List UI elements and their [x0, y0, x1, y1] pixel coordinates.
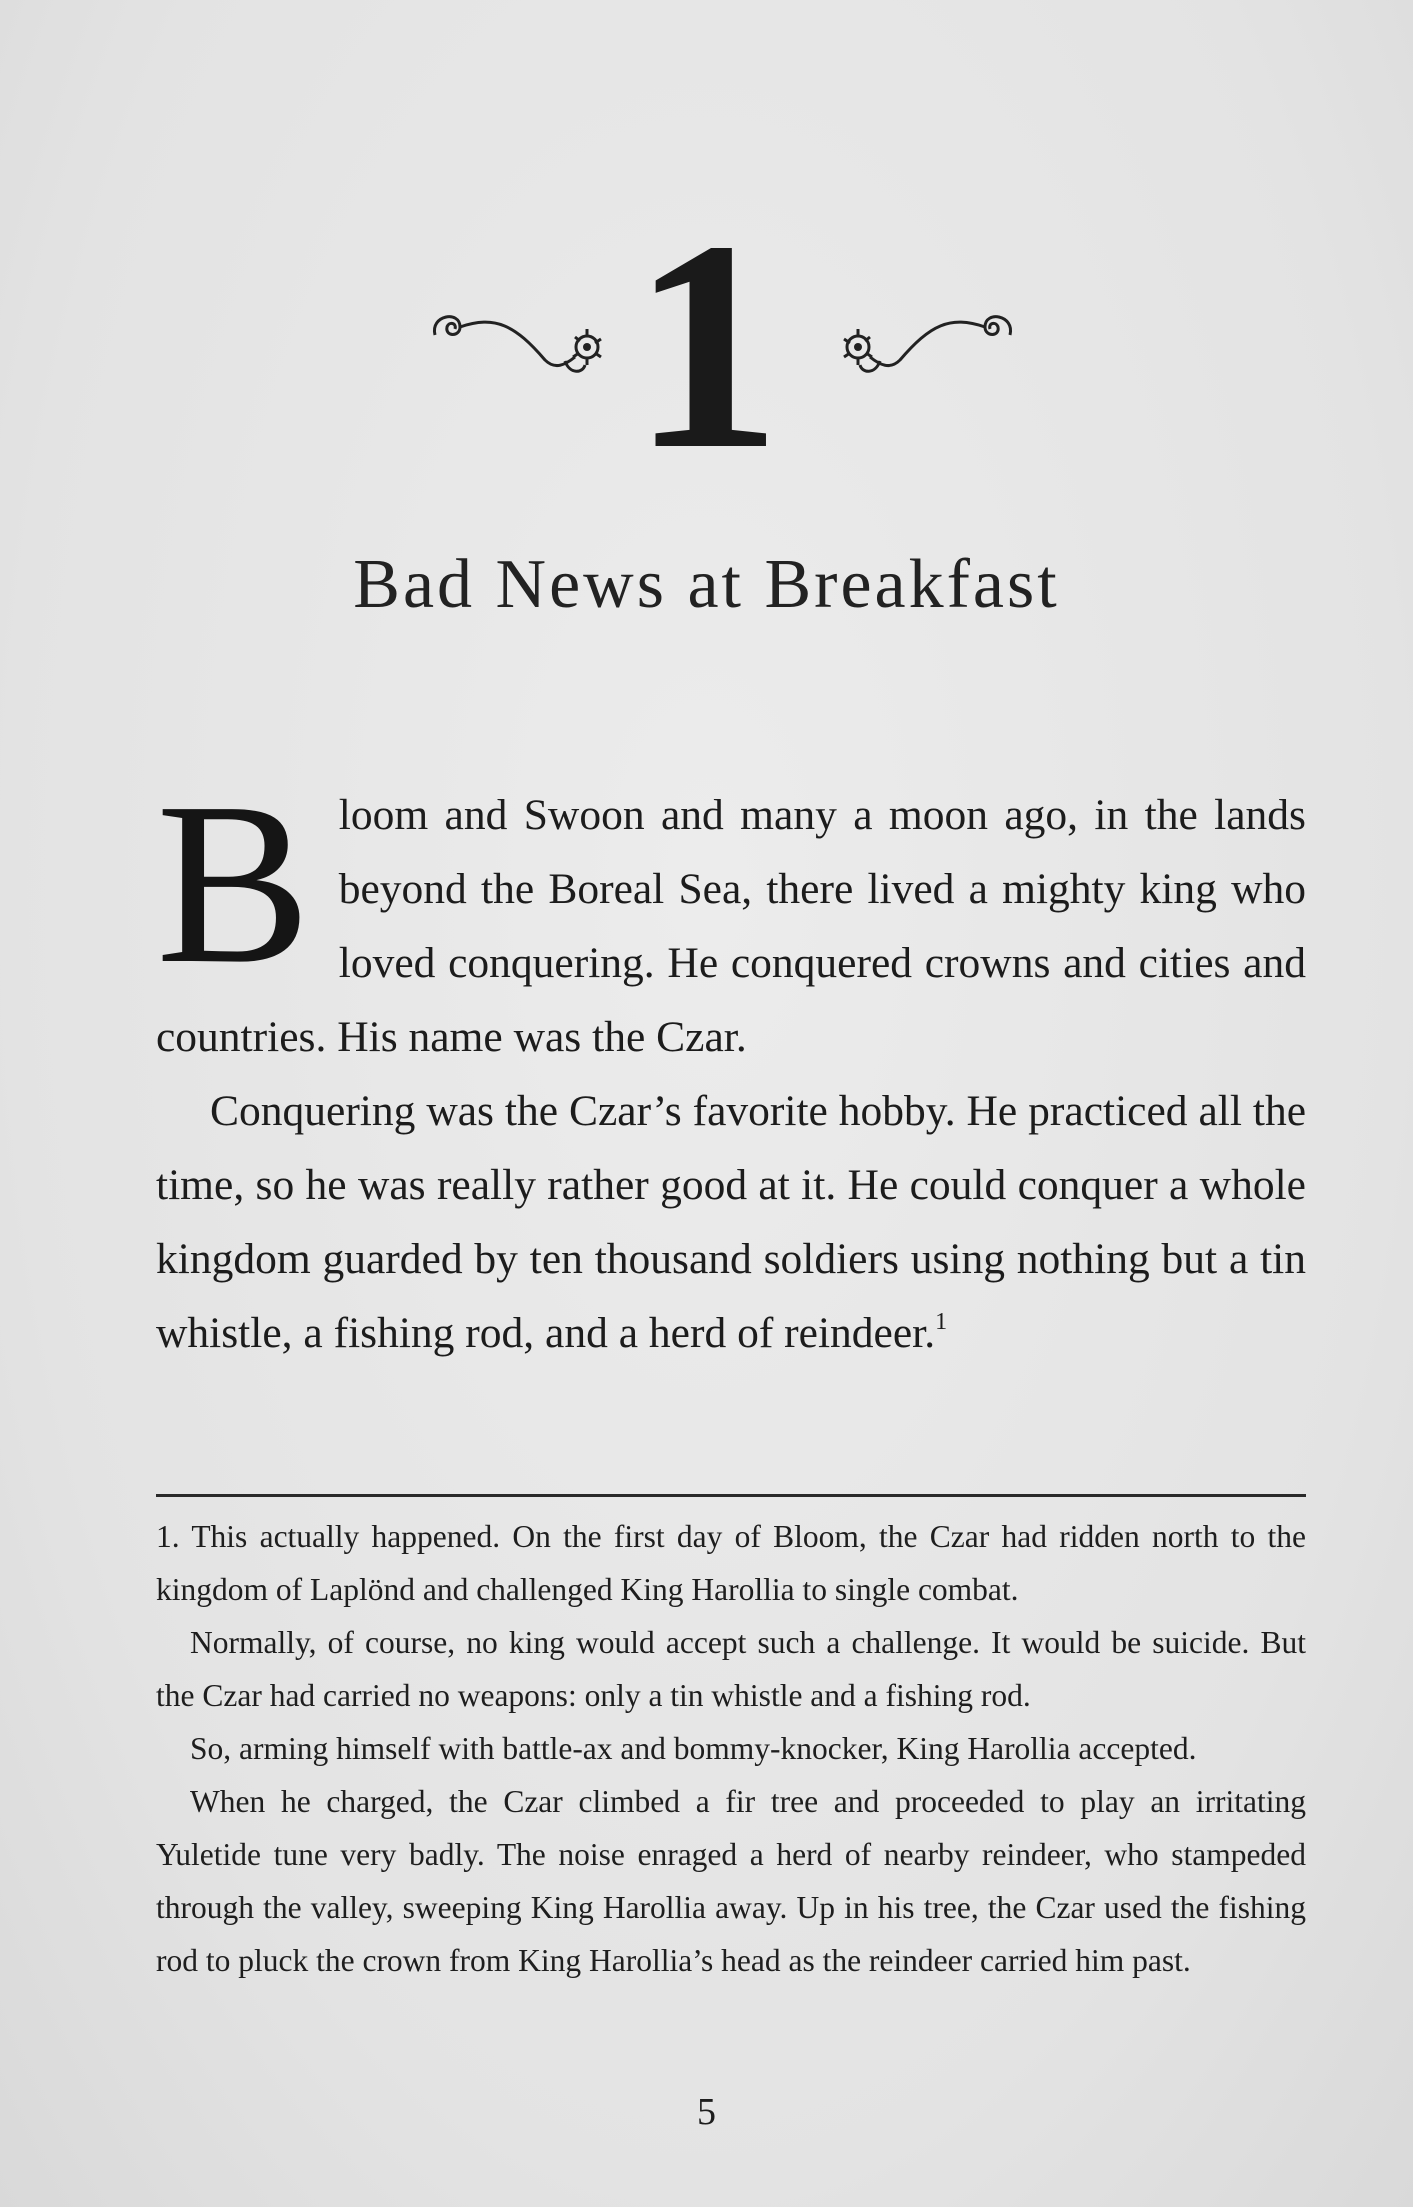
- chapter-heading: [0, 179, 1413, 511]
- drop-cap: B: [156, 755, 311, 1012]
- footnote-paragraph: So, arming himself with battle-ax and bommy-knocker, King Harollia accepted.: [190, 1731, 1197, 1766]
- footnote-reference: 1: [935, 1309, 948, 1335]
- chapter-number: 1: [631, 179, 782, 511]
- footnote-paragraph: Normally, of course, no king would accept such a challenge. It would be suicide. But the Czar had carried no weapons: only a tin whistle and a fishing rod.: [156, 1625, 1306, 1713]
- right-flourish-ornament: [830, 295, 1020, 385]
- paragraph-1-text: loom and Swoon and many a moon ago, in the lands beyond the Boreal Sea, there lived a mighty king who loved conquering. He conquered crowns and cities and countries. His name was the Czar.: [156, 791, 1306, 1061]
- footnote-paragraph: 1. This actually happened. On the first day of Bloom, the Czar had ridden north to the kingdom of Laplönd and challenged King Harollia to single combat.: [156, 1519, 1306, 1607]
- page-number: 5: [697, 2091, 716, 2133]
- body-text: [156, 755, 1306, 1370]
- paragraph-1: [156, 755, 1306, 1074]
- footnotes: [156, 1510, 1306, 1987]
- footnote-paragraph: When he charged, the Czar climbed a fir tree and proceeded to play an irritating Yuletide tune very badly. The noise enraged a herd of nearby reindeer, who stampeded through the valley, sweeping King Harollia away. Up in his tree, the Czar used the fishing rod to pluck the crown from King Harollia’s head as the reindeer carried him past.: [156, 1784, 1306, 1978]
- paragraph-2-text: Conquering was the Czar’s favorite hobby. He practiced all the time, so he was really rather good at it. He could conquer a whole kingdom guarded by ten thousand soldiers using nothing but a tin whistle, a fishing rod, and a herd of reindeer.: [156, 1087, 1306, 1357]
- footnote-divider: [156, 1494, 1306, 1497]
- chapter-title: Bad News at Breakfast: [353, 546, 1060, 623]
- paragraph-2: [156, 1074, 1306, 1370]
